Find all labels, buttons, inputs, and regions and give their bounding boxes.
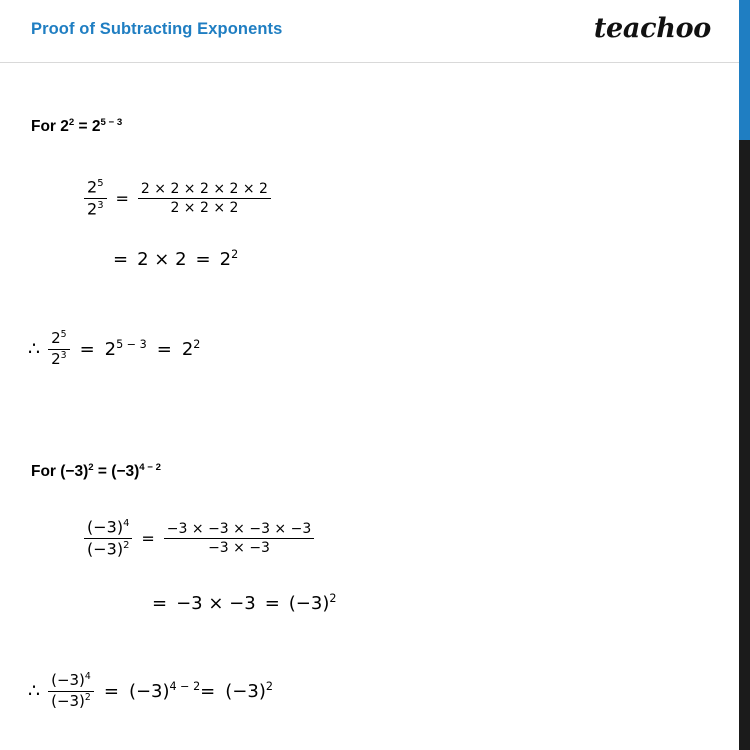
section-2-therefore-symbol: ∴ bbox=[28, 680, 41, 703]
section-1-conclusion-end-exp: 2 bbox=[193, 338, 201, 352]
section-1-lhs-numerator: $2^5$ bbox=[84, 178, 107, 199]
section-1-heading-eq: = 2 bbox=[74, 118, 101, 136]
section-2-heading bbox=[31, 462, 161, 481]
section-1-lhs-denominator: $2^3$ bbox=[87, 199, 104, 219]
section-1-result-power: $2^2$ bbox=[219, 248, 239, 270]
section-2-conclusion-num: $(-3)^4$ bbox=[48, 672, 94, 692]
section-1-conclusion-equals-2: = bbox=[156, 338, 172, 360]
section-1-conclusion-num-exp: 5 bbox=[60, 329, 67, 340]
section-1-therefore-symbol: ∴ bbox=[28, 338, 41, 361]
page-header bbox=[0, 0, 739, 62]
section-1-heading bbox=[31, 117, 122, 136]
header-divider bbox=[0, 62, 739, 63]
section-2-lhs-denominator: $(-3)^2$ bbox=[87, 539, 130, 559]
section-1-equation-row bbox=[84, 178, 271, 219]
section-1-heading-exp1: 2 bbox=[68, 117, 75, 128]
section-2-conclusion-fraction bbox=[48, 672, 94, 710]
section-2-heading-prefix: For (−3) bbox=[31, 463, 89, 481]
section-1-lhs-fraction bbox=[84, 178, 107, 219]
section-1-conclusion-num: $2^5$ bbox=[48, 330, 69, 350]
section-1-result-power-exp: 2 bbox=[231, 248, 239, 261]
section-1-equals-1: = bbox=[115, 189, 129, 209]
section-1-expanded-numerator: 2 × 2 × 2 × 2 × 2 bbox=[138, 181, 271, 200]
right-edge-accent-dark bbox=[739, 140, 750, 750]
section-2-result-power: $(-3)^2$ bbox=[288, 592, 337, 614]
section-2-result-row bbox=[152, 592, 336, 614]
section-2-lhs-num-exp: 4 bbox=[123, 518, 130, 529]
section-1-lhs-num-exp: 5 bbox=[97, 178, 104, 189]
section-2-lhs-fraction bbox=[84, 518, 132, 559]
page-title: Proof of Subtracting Exponents bbox=[31, 20, 283, 38]
section-1-conclusion-end: $2^2$ bbox=[181, 338, 201, 361]
section-1-conclusion-mid: $2^{5 - 3}$ bbox=[104, 338, 147, 361]
section-2-conclusion-row bbox=[28, 672, 273, 710]
section-1-heading-prefix: For 2 bbox=[31, 118, 69, 136]
section-2-conclusion-mid-exp: 4 − 2 bbox=[169, 680, 201, 694]
section-2-result-power-exp: 2 bbox=[329, 592, 337, 605]
section-1-conclusion-row bbox=[28, 330, 200, 368]
section-2-conclusion-den: $(-3)^2$ bbox=[51, 691, 91, 710]
section-2-heading-exp2: 4 − 2 bbox=[139, 462, 161, 473]
section-2-conclusion-equals-2: = bbox=[200, 680, 216, 702]
section-2-lhs-den-exp: 2 bbox=[123, 540, 130, 552]
section-2-equation-row bbox=[84, 518, 314, 559]
section-2-conclusion-equals-1: = bbox=[103, 680, 119, 702]
teachoo-logo: teachoo bbox=[593, 13, 711, 44]
right-edge-accent-blue bbox=[739, 0, 750, 140]
section-1-result-row bbox=[113, 248, 238, 270]
section-2-expanded-numerator: −3 × −3 × −3 × −3 bbox=[164, 521, 314, 540]
section-1-result-product: 2 × 2 bbox=[137, 248, 187, 270]
section-2-conclusion-den-exp: 2 bbox=[84, 691, 91, 703]
section-2-result-equals-2: = bbox=[264, 592, 280, 614]
section-2-expanded-denominator: −3 × −3 bbox=[208, 540, 270, 557]
section-1-result-equals-2: = bbox=[195, 248, 211, 270]
section-1-conclusion-mid-exp: 5 − 3 bbox=[116, 338, 147, 352]
section-2-expanded-fraction bbox=[164, 521, 314, 557]
section-2-conclusion-end-exp: 2 bbox=[265, 680, 273, 694]
section-1-heading-exp2: 5 − 3 bbox=[100, 117, 123, 128]
section-1-conclusion-fraction bbox=[48, 330, 69, 368]
section-2-heading-exp1: 2 bbox=[88, 462, 94, 473]
section-2-lhs-numerator: $(-3)^4$ bbox=[84, 518, 132, 539]
section-1-conclusion-den: $2^3$ bbox=[51, 349, 67, 368]
section-2-heading-eq: = (−3) bbox=[93, 463, 140, 481]
section-1-lhs-den-exp: 3 bbox=[97, 200, 104, 212]
section-1-conclusion-den-exp: 3 bbox=[60, 349, 67, 361]
section-1-expanded-denominator: 2 × 2 × 2 bbox=[170, 200, 239, 217]
section-2-result-product: −3 × −3 bbox=[176, 592, 256, 614]
section-1-result-equals: = bbox=[113, 248, 129, 270]
section-1-conclusion-equals-1: = bbox=[79, 338, 95, 360]
section-1-expanded-fraction bbox=[138, 181, 271, 217]
section-2-conclusion-mid: $(-3)^{4 - 2}$ bbox=[128, 680, 201, 703]
section-2-result-equals: = bbox=[152, 592, 168, 614]
section-2-conclusion-end: $(-3)^2$ bbox=[225, 680, 273, 703]
section-2-equals-1: = bbox=[141, 529, 155, 549]
section-2-conclusion-num-exp: 4 bbox=[84, 671, 91, 682]
